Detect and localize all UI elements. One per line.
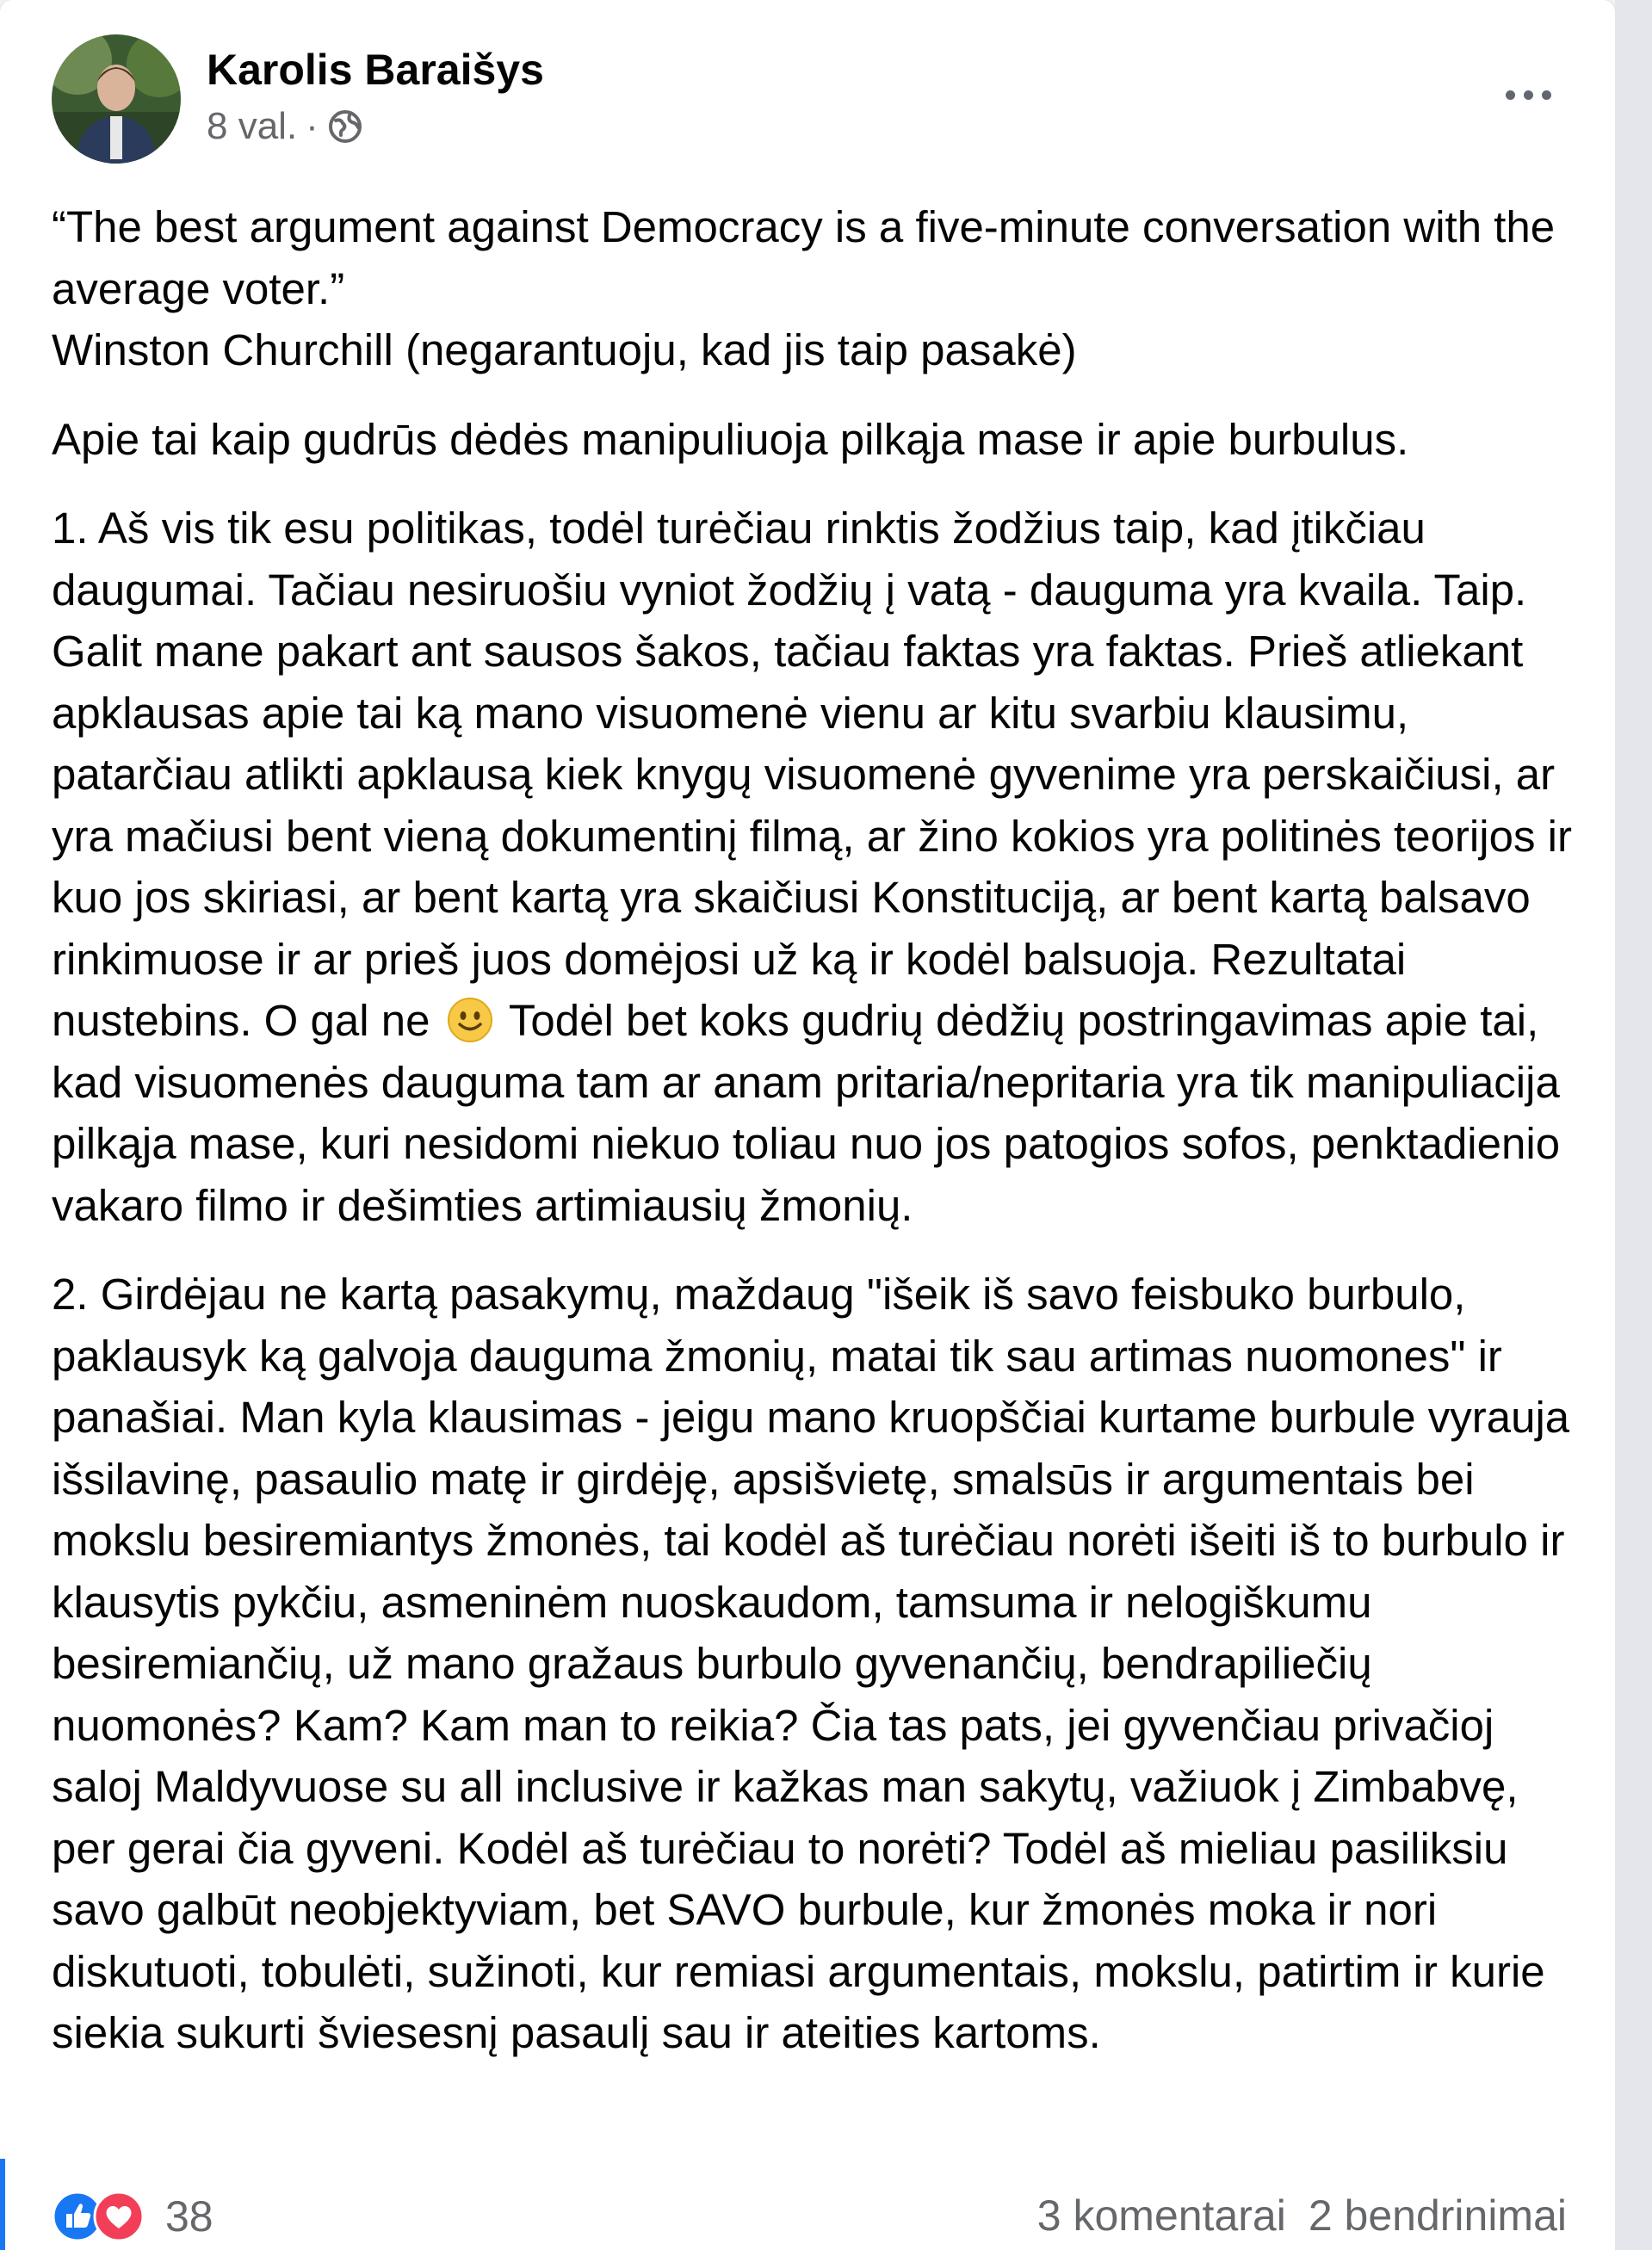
page-background-strip: [1615, 0, 1652, 2250]
paragraph-2: 2. Girdėjau ne kartą pasakymų, maždaug "išeik iš savo feisbuko burbulo, paklausyk ką galvoja dauguma žmonių, matai tik sau artimas nuomones" ir panašiai. Man kyla klausimas - jeigu mano kruopščiai kurtame burbule vyrauja išsilavinę, pasaulio matę ir girdėję, apsišvietę, smalsūs ir argumentais bei mokslu besiremiantys žmonės, tai kodėl aš turėčiau norėti išeiti iš to burbulo ir klausytis pykčiu, asmeninėm nuoskaudom, tamsuma ir nelogiškumu besiremiančių, už mano gražaus burbulo gyvenančių, bendrapiliečių nuomonės? Kam? Kam man to reikia? Čia tas pats, jei gyvenčiau privačioj saloj Maldyvuose su all inclusive ir kažkas man sakytų, važiuok į Zimbabvę, per gerai čia gyveni. Kodėl aš turėčiau to norėti? Todėl aš mieliau pasiliksiu savo galbūt neobjektyviam, bet SAVO burbule, kur žmonės moka ir nori diskutuoti, tobulėti, sužinoti, kur remiasi argumentais, mokslu, patirtim ir kurie siekia sukurti šviesesnį pasaulį sau ir ateities kartoms.: [52, 1270, 1570, 2057]
post-stats: [1037, 2191, 1567, 2241]
post-time[interactable]: 8 val.: [207, 105, 298, 147]
shares-link[interactable]: 2 bendrinimai: [1308, 2191, 1567, 2240]
author-avatar[interactable]: [52, 34, 181, 164]
comments-link[interactable]: 3 komentarai: [1036, 2191, 1286, 2240]
post-header: [52, 34, 1567, 172]
post-footer: [52, 2191, 1567, 2250]
paragraph-1: [52, 498, 1575, 1236]
reactions-summary[interactable]: [52, 2191, 213, 2242]
intro-text: Apie tai kaip gudrūs dėdės manipuliuoja pilkąja mase ir apie burbulus.: [52, 414, 1409, 464]
paragraph-1-part-a: 1. Aš vis tik esu politikas, todėl turėčiau rinktis žodžius taip, kad įtikčiau daugumai. Tačiau nesiruošiu vyniot žodžių į vatą - dauguma yra kvaila. Taip. Galit mane pakart ant sausos šakos, tačiau faktas yra faktas. Prieš atliekant apklausas apie tai ką mano visuomenė vienu ar kitu svarbiu klausimu, patarčiau atlikti apklausą kiek knygų visuomenė gyvenime yra perskaičiusi, ar yra mačiusi bent vieną dokumentinį filmą, ar žino kokios yra politinės teorijos ir kuo jos skiriasi, ar bent kartą yra skaičiusi Konstituciją, ar bent kartą balsavo rinkimuose ir ar prieš juos domėjosi už ką ir kodėl balsuoja. Rezultatai nustebins. O gal ne: [52, 504, 1572, 1045]
reaction-count: 38: [165, 2192, 213, 2241]
focus-indicator: [0, 2159, 5, 2250]
meta-separator: ·: [306, 105, 319, 147]
quote-text: “The best argument against Democracy is a five-minute conversation with the average voter.”: [52, 202, 1556, 313]
author-name[interactable]: Karolis Baraišys: [207, 46, 544, 94]
paragraph-1-part-b: Todėl bet koks gudrių dėdžių postringavimas apie tai, kad visuomenės dauguma tam ar anam pritaria/nepritaria yra tik manipuliacija pilkąja mase, kuri nesidomi niekuo toliau nuo jos patogios sofos, penktadienio vakaro filmo ir dešimties artimiausių žmonių.: [52, 996, 1561, 1230]
post-body: [52, 196, 1575, 2064]
post-meta: [207, 105, 363, 148]
globe-icon[interactable]: [327, 108, 363, 145]
love-icon: [93, 2191, 145, 2242]
attribution-text: Winston Churchill (negarantuoju, kad jis taip pasakė): [52, 325, 1077, 374]
more-options-icon[interactable]: [1489, 69, 1567, 121]
smiling-face-icon: [446, 996, 494, 1044]
